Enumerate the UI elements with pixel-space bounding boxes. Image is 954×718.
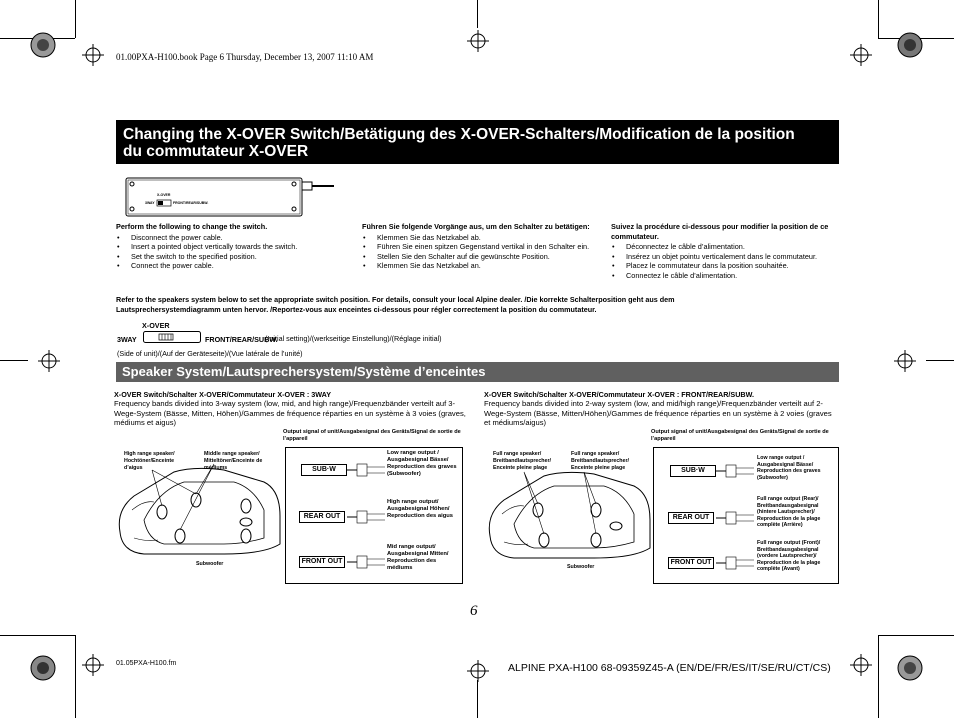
registration-mark-icon <box>30 655 56 681</box>
instructions-fr <box>611 222 841 280</box>
instructions-en <box>116 222 356 271</box>
right-panel-title: X-OVER Switch/Schalter X-OVER/Commutateur X-OVER : FRONT/REAR/SUBW. <box>484 390 754 399</box>
list-item: • Disconnect the power cable. <box>116 233 356 243</box>
crop-mark <box>75 635 76 718</box>
list-item: • Connectez le câble d’alimentation. <box>611 271 841 281</box>
list-item: • Insert a pointed object vertically towards the switch. <box>116 242 356 252</box>
crosshair-mark-icon <box>82 44 104 66</box>
output-desc: Full range output (Front)/ Breitbandausgabesignal (vordere Lautsprecher)/ Reproduction de la plage complète (Avant) <box>757 540 821 572</box>
legend-xover-label: X-OVER <box>142 321 170 330</box>
list-item: • Insérez un objet pointu verticalement dans le commutateur. <box>611 252 841 262</box>
speaker-section-title: Speaker System/Lautsprechersystem/Système d’enceintes <box>116 362 839 382</box>
legend-front-label: FRONT/REAR/SUBW. <box>205 335 278 344</box>
page-title <box>116 120 839 164</box>
middle-range-speaker-label: Middle range speaker/ Mitteltöner/Enceinte de médiums <box>204 451 263 471</box>
output-desc: Low range output / Ausgabesignal Bässe/ Reproduction des graves (Subwoofer) <box>387 450 457 477</box>
connector-lines-icon <box>716 461 756 576</box>
registration-mark-icon <box>897 32 923 58</box>
crop-mark <box>477 0 478 28</box>
crosshair-mark-icon <box>38 350 60 372</box>
list-item: • Déconnectez le câble d’alimentation. <box>611 242 841 252</box>
channel-rear-out: REAR OUT <box>668 512 714 524</box>
full-range-speaker-label: Full range speaker/ Breitbandlautsprecher/ Enceinte pleine plage <box>493 451 551 471</box>
crosshair-mark-icon <box>467 30 489 52</box>
crop-mark <box>878 0 879 38</box>
instructions-en-head: Perform the following to change the switch. <box>116 222 268 231</box>
output-signal-label: Output signal of unit/Ausgabesignal des Geräts/Signal de sortie de l’appareil <box>283 429 461 442</box>
footer-model: ALPINE PXA-H100 68-09359Z45-A (EN/DE/FR/ES/IT/SE/RU/CT/CS) <box>508 662 831 674</box>
list-item: • Placez le commutateur dans la position souhaitée. <box>611 261 841 271</box>
output-desc: Full range output (Rear)/ Breitbandausgabesignal (hintere Lautsprecher)/ Reproduction de la plage complète (Arrière) <box>757 496 821 528</box>
crop-mark <box>75 0 76 38</box>
unit-front-label: FRONT/REAR/SUBW. <box>173 201 209 205</box>
channel-front-out: FRONT OUT <box>299 556 345 568</box>
list-item: • Connect the power cable. <box>116 261 356 271</box>
refer-paragraph: Refer to the speakers system below to set the appropriate switch position. For details, consult your local Alpine dealer. /Die korrekte Schalterposition geht aus dem Lautsprechersystemdiagramm unten hervor. /Reportez-vous aux enceintes ci-dessous pour régler correctement la position du commutateur. <box>116 295 675 314</box>
channel-subw: SUB·W <box>301 464 347 476</box>
registration-mark-icon <box>30 32 56 58</box>
crosshair-mark-icon <box>850 654 872 676</box>
car-diagram-icon <box>484 464 654 564</box>
full-range-speaker-label: Full range speaker/ Breitbandlautsprecher/ Enceinte pleine plage <box>571 451 629 471</box>
switch-icon <box>143 331 201 343</box>
left-panel-title: X-OVER Switch/Schalter X-OVER/Commutateur X-OVER : 3WAY <box>114 390 331 399</box>
channel-subw: SUB·W <box>670 465 716 477</box>
footer-file: 01.05PXA-H100.fm <box>116 660 177 667</box>
legend-initial-setting: (Initial setting)/(werkseitige Einstellung)/(Réglage initial) <box>265 334 442 343</box>
registration-mark-icon <box>897 655 923 681</box>
list-item: • Set the switch to the specified position. <box>116 252 356 262</box>
unit-switch-label: X-OVER <box>157 193 171 197</box>
amplifier-unit-icon <box>124 176 334 218</box>
unit-3way-label: 3WAY <box>145 201 155 205</box>
right-panel-body: Frequency bands divided into 2-way system (low, and mid/high range)/Frequenzbänder verteilt auf 2-Wege-System (Bässe, Mitten/Höhen)/Gammes de fréquence réparties en un système à 2 voies (graves et médiums/aigus) <box>484 399 832 427</box>
list-item: • Stellen Sie den Schalter auf die gewünschte Position. <box>362 252 598 262</box>
subwoofer-label: Subwoofer <box>196 561 224 567</box>
instructions-de <box>362 222 598 271</box>
high-range-speaker-label: High range speaker/ Hochtöner/Enceinte d’aigus <box>124 451 175 471</box>
instructions-de-head: Führen Sie folgende Vorgänge aus, um den Schalter zu betätigen: <box>362 222 590 231</box>
connector-lines-icon <box>347 460 387 575</box>
list-item: • Klemmen Sie das Netzkabel ab. <box>362 233 598 243</box>
channel-front-out: FRONT OUT <box>668 557 714 569</box>
list-item: • Führen Sie einen spitzen Gegenstand vertikal in den Schalter ein. <box>362 242 598 252</box>
crosshair-mark-icon <box>894 350 916 372</box>
crosshair-mark-icon <box>850 44 872 66</box>
instructions-fr-head: Suivez la procédure ci-dessous pour modifier la position de ce commutateur. <box>611 222 829 241</box>
channel-rear-out: REAR OUT <box>299 511 345 523</box>
left-panel-body: Frequency bands divided into 3-way system (low, mid, and high range)/Frequenzbänder verteilt auf 3-Wege-System (Bässe, Mitten, Höhen)/Gammes de fréquence réparties en un système à 3 voies (graves, médiums et aigus) <box>114 399 466 427</box>
crop-mark <box>0 360 28 361</box>
page-title-line1: Changing the X-OVER Switch/Betätigung des X-OVER-Schalters/Modification de la position <box>123 126 795 143</box>
subwoofer-label: Subwoofer <box>567 564 595 570</box>
output-desc: Mid range output/ Ausgabesignal Mitten/ Reproduction des médiums <box>387 544 449 571</box>
page-title-line2: du commutateur X-OVER <box>123 143 309 160</box>
crop-mark <box>878 635 879 718</box>
file-info-header: 01.00PXA-H100.book Page 6 Thursday, December 13, 2007 11:10 AM <box>116 52 374 62</box>
car-diagram-icon <box>114 460 284 560</box>
page-number: 6 <box>470 603 478 619</box>
crop-mark <box>878 635 954 636</box>
unit-illustration <box>124 176 334 218</box>
legend-side-of-unit: (Side of unit)/(Auf der Geräteseite)/(Vue latérale de l’unité) <box>117 349 303 358</box>
crop-mark <box>926 360 954 361</box>
legend-3way-label: 3WAY <box>117 335 137 344</box>
output-desc: High range output/ Ausgabesignal Höhen/ Reproduction des aigus <box>387 499 454 519</box>
crosshair-mark-icon <box>82 654 104 676</box>
crop-mark <box>0 635 75 636</box>
list-item: • Klemmen Sie das Netzkabel an. <box>362 261 598 271</box>
output-signal-label: Output signal of unit/Ausgabesignal des Geräts/Signal de sortie de l’appareil <box>651 429 829 442</box>
output-desc: Low range output / Ausgabesignal Bässe/ Reproduction des graves (Subwoofer) <box>757 455 821 481</box>
crop-mark <box>477 680 478 718</box>
crosshair-mark-icon <box>467 660 489 682</box>
